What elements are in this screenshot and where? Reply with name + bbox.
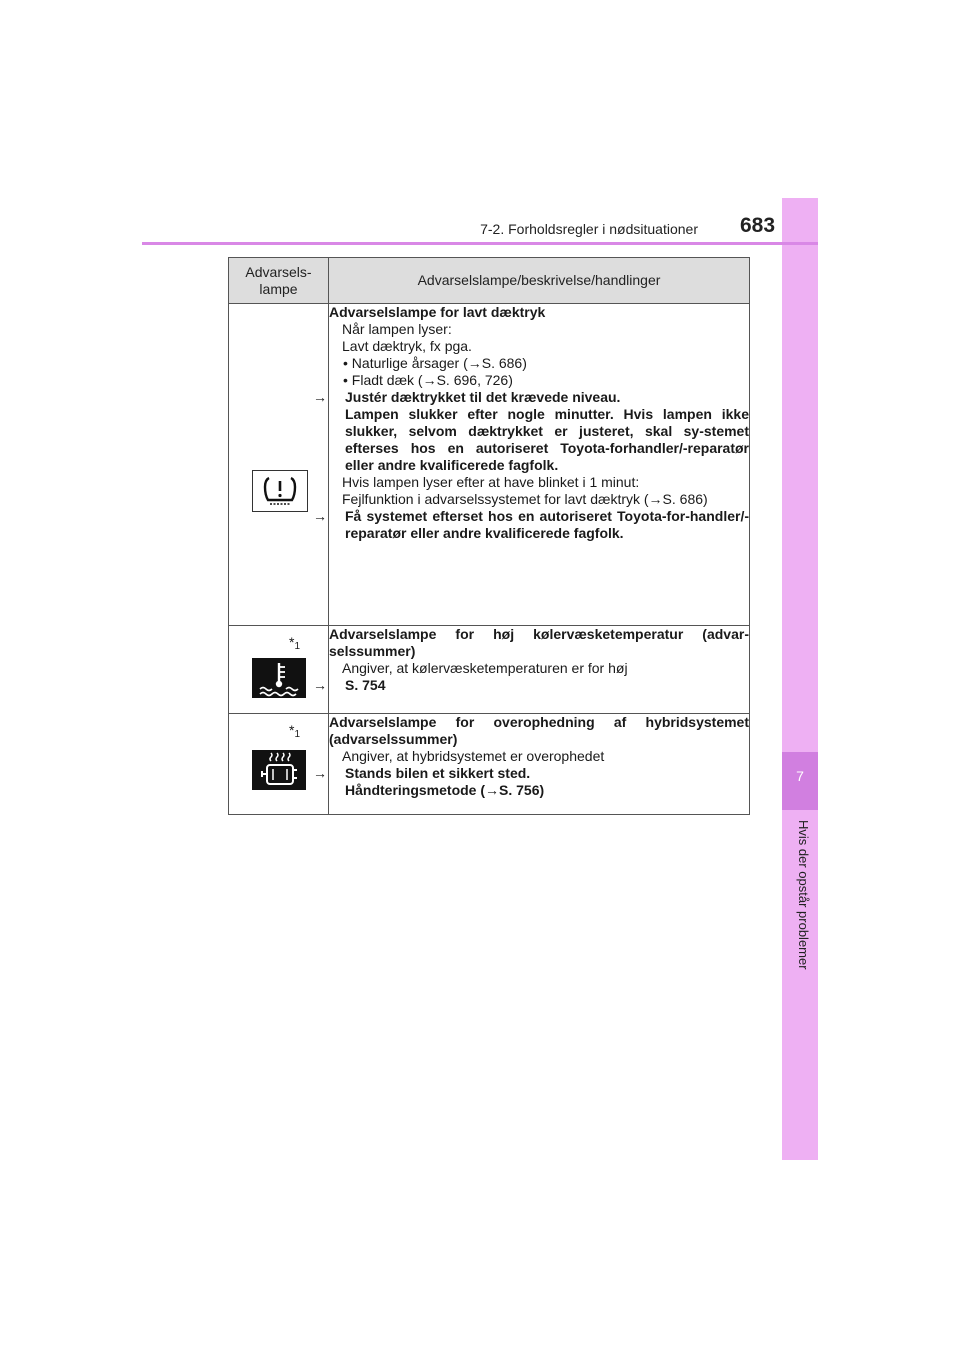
warning-lamp-table bbox=[228, 257, 750, 815]
column-header-description: Advarselslampe/beskrivelse/handlinger bbox=[329, 258, 750, 304]
footnote-marker bbox=[289, 634, 300, 652]
action-text: S. 754 bbox=[345, 677, 386, 693]
cause-item: • Naturlige årsager (→S. 686) bbox=[343, 355, 527, 371]
chapter-title: Hvis der opstår problemer bbox=[796, 820, 811, 970]
hybrid-overheat-icon bbox=[252, 750, 306, 790]
description-line: Lavt dæktryk, fx pga. bbox=[342, 338, 472, 354]
icon-cell bbox=[229, 626, 329, 714]
description-line: Angiver, at hybridsystemet er overophedet bbox=[342, 748, 605, 764]
action-text: Stands bilen et sikkert sted. bbox=[345, 765, 531, 781]
column-header-lamp: Advarsels- lampe bbox=[229, 258, 329, 304]
chapter-side-tab bbox=[782, 198, 818, 1160]
tire-pressure-warning-icon bbox=[252, 470, 308, 512]
action-item bbox=[313, 765, 749, 782]
footnote-marker bbox=[289, 722, 300, 740]
action-text: Justér dæktrykket til det krævede niveau. bbox=[345, 389, 621, 405]
table-row bbox=[229, 626, 750, 714]
action-item bbox=[313, 677, 749, 694]
section-title: 7-2. Forholdsregler i nødsituationer bbox=[480, 221, 698, 237]
description-cell bbox=[313, 714, 750, 815]
description-line: Angiver, at kølervæsketemperaturen er for høj bbox=[342, 660, 628, 676]
description-line: Fejlfunktion i advarselssystemet for lavt dæktryk (→S. 686) bbox=[342, 491, 708, 507]
footnote-number: 1 bbox=[294, 729, 301, 740]
action-item bbox=[313, 389, 749, 406]
description-line: Når lampen lyser: bbox=[342, 321, 452, 337]
lamp-title: Advarselslampe for lavt dæktryk bbox=[329, 304, 546, 320]
footnote-star: * bbox=[289, 722, 295, 738]
header-divider bbox=[142, 242, 818, 245]
arrow-icon: → bbox=[313, 677, 327, 693]
table-header-row bbox=[229, 258, 750, 304]
action-text: Få systemet efterset hos en autoriseret Toyota-for-handler/-reparatør eller andre kvalificerede fagfolk. bbox=[345, 508, 749, 541]
description-cell bbox=[313, 626, 750, 714]
table-row bbox=[229, 304, 750, 626]
action-detail: Lampen slukker efter nogle minutter. Hvis lampen ikke slukker, selvom dæktrykket er justeret, skal sy-stemet efterses hos en autoriseret Toyota-forhandler/-reparatør eller andre kvalificerede fagfolk. bbox=[345, 406, 749, 473]
table-row bbox=[229, 714, 750, 815]
footnote-number: 1 bbox=[294, 641, 301, 652]
icon-cell bbox=[229, 714, 329, 815]
arrow-icon: → bbox=[313, 389, 327, 405]
arrow-icon: → bbox=[313, 765, 327, 781]
action-detail: Håndteringsmetode (→S. 756) bbox=[345, 782, 545, 798]
coolant-temperature-icon bbox=[252, 658, 306, 698]
cause-item: • Fladt dæk (→S. 696, 726) bbox=[343, 372, 513, 388]
lamp-title: Advarselslampe for høj kølervæsketemperatur (advar-selssummer) bbox=[329, 626, 749, 659]
chapter-number: 7 bbox=[796, 768, 804, 784]
icon-cell bbox=[229, 304, 329, 626]
description-line: Hvis lampen lyser efter at have blinket i 1 minut: bbox=[342, 474, 640, 490]
arrow-icon: → bbox=[313, 508, 327, 524]
action-item bbox=[313, 508, 749, 542]
page-number: 683 bbox=[740, 214, 776, 237]
footnote-star: * bbox=[289, 634, 295, 650]
description-cell bbox=[313, 304, 750, 626]
lamp-title: Advarselslampe for overophedning af hybridsystemet (advarselssummer) bbox=[329, 714, 749, 747]
